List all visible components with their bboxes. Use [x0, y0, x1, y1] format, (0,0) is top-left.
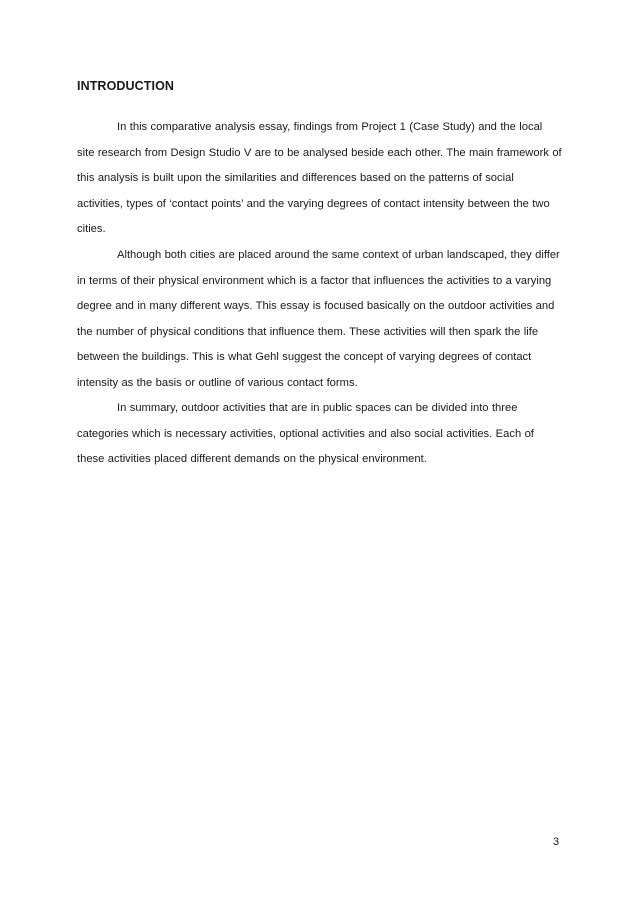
paragraph-2: Although both cities are placed around the same context of urban landscaped, they differ in terms of their physical environment which is a factor that influences the activities to a varying degree and in many different ways. This essay is focused basically on the outdoor activities and the number of physical conditions that influence them. These activities will then spark the life between the buildings. This is what Gehl suggest the concept of varying degrees of contact intensity as the basis or outline of various contact forms. — [77, 249, 560, 389]
section-heading: INTRODUCTION — [77, 79, 175, 93]
paragraph-1: In this comparative analysis essay, findings from Project 1 (Case Study) and the local site research from Design Studio V are to be analysed beside each other. The main framework of this analysis is built upon the similarities and differences based on the patterns of social activities, types of ‘contact points’ and the varying degrees of contact intensity between the two cities. — [77, 121, 562, 235]
paragraph-3: In summary, outdoor activities that are in public spaces can be divided into three categories which is necessary activities, optional activities and also social activities. Each of these activities placed different demands on the physical environment. — [77, 402, 534, 465]
page-number: 3 — [553, 836, 560, 848]
